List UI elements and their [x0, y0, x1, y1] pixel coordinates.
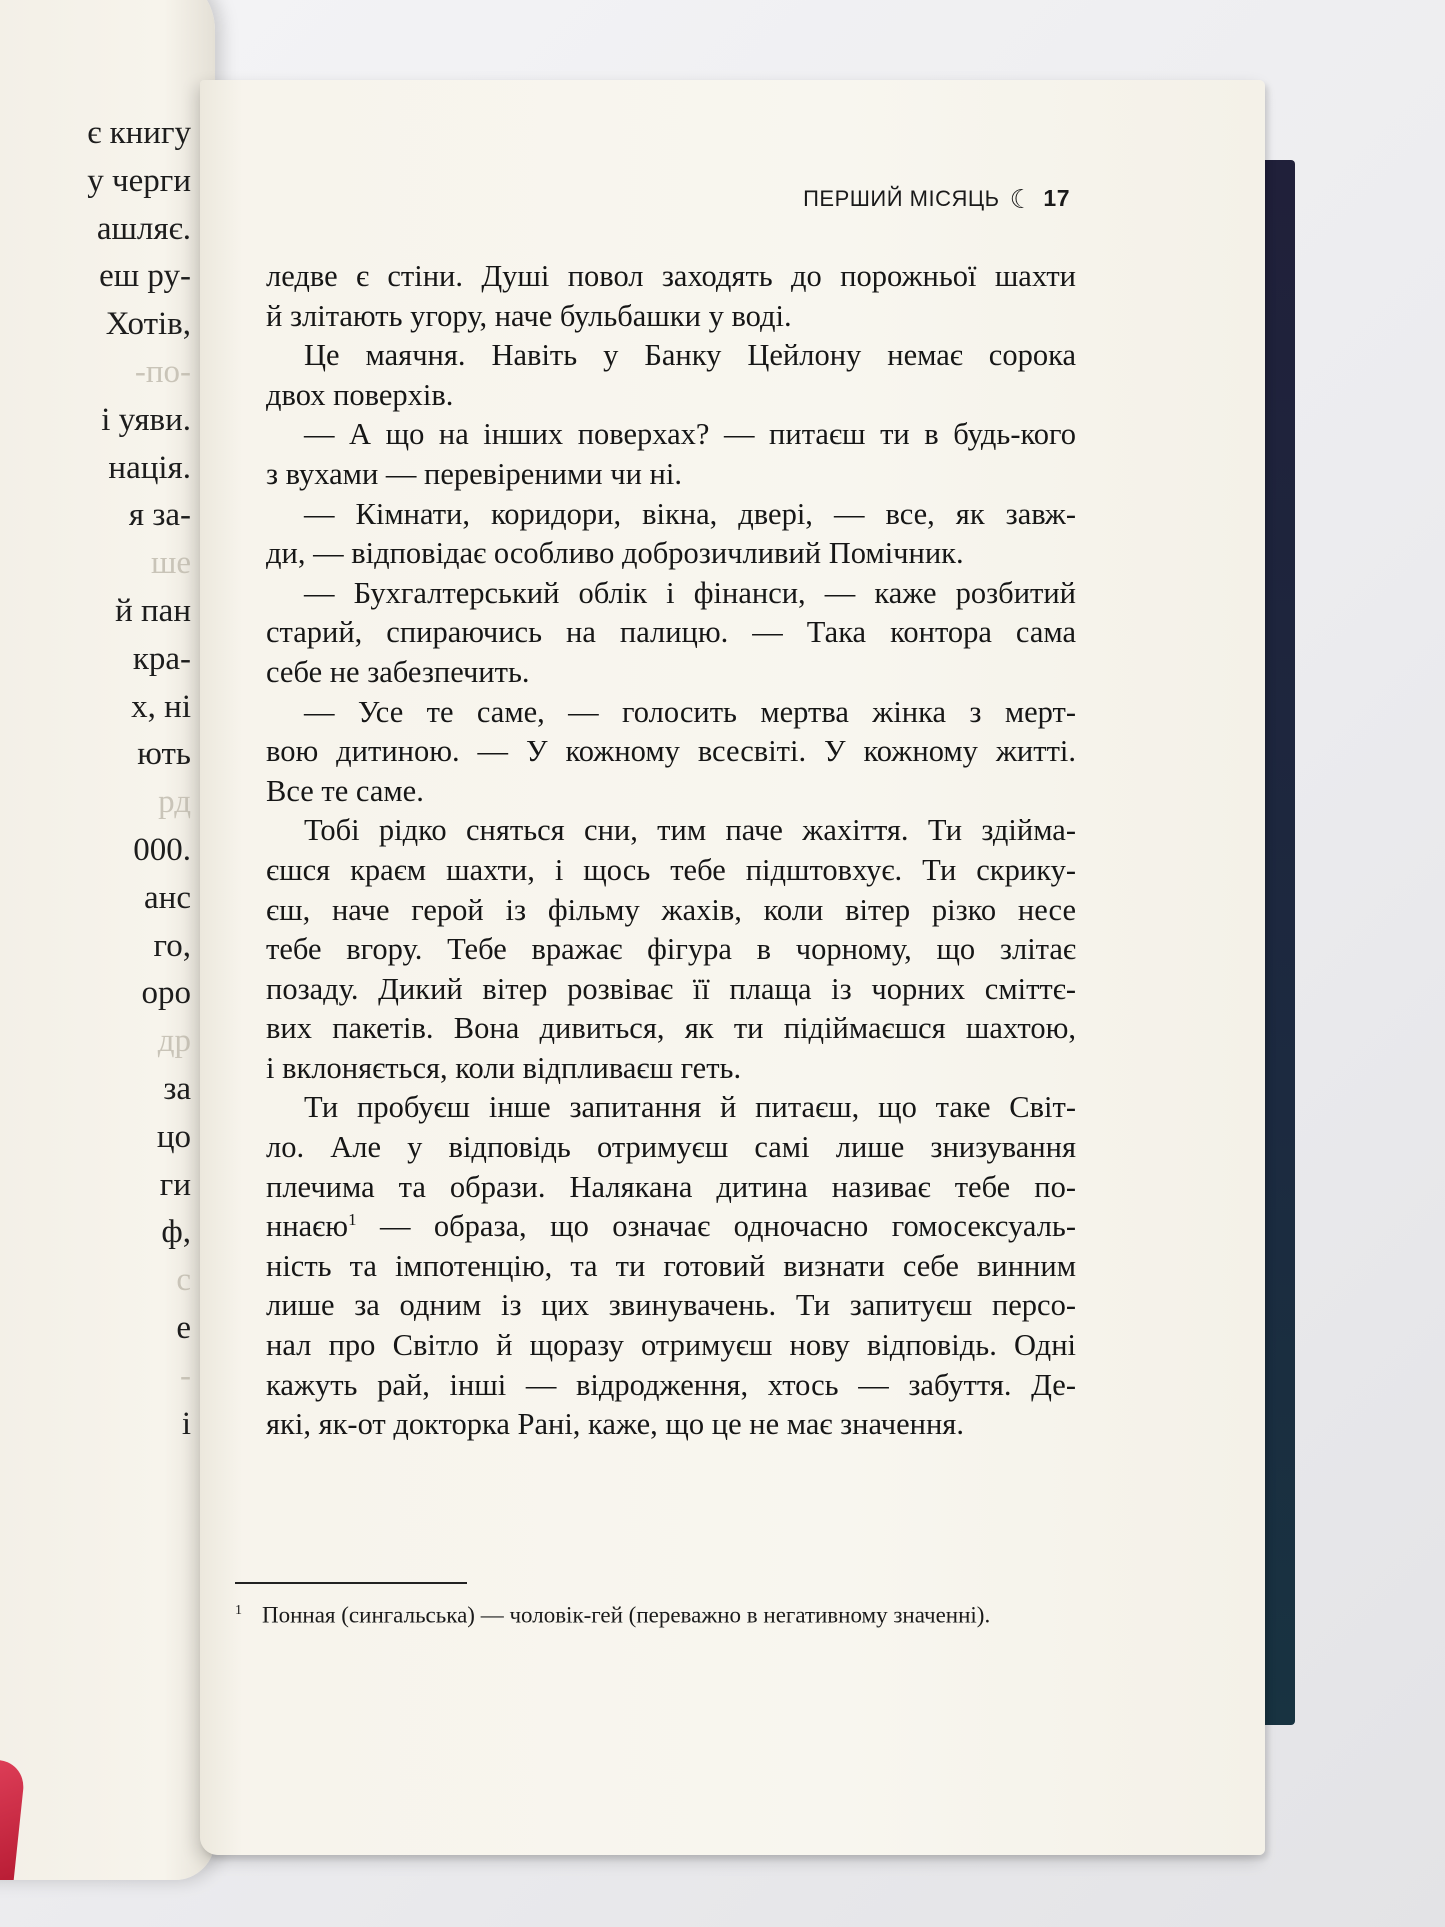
paragraph: [266, 336, 1076, 415]
text-line: ледве є стіни. Душі повол заходять до порожньої шахти: [266, 259, 1076, 293]
text-line: кажуть рай, інші — відродження, хтось — забуття. Де-: [266, 1367, 1076, 1402]
footnote-rule: [235, 1582, 467, 1584]
left-page-line: ше: [150, 545, 191, 582]
left-page-line: ашляє.: [96, 210, 191, 247]
left-page-line: нація.: [108, 449, 191, 486]
footnote: [235, 1596, 1110, 1631]
left-page-line: оро: [141, 975, 191, 1012]
footnote-reference: 1: [348, 1210, 357, 1230]
text-line: плечима та образи. Налякана дитина називає тебе по-: [266, 1169, 1076, 1204]
text-line: нал про Світло й щоразу отримуєш нову відповідь. Одні: [266, 1328, 1076, 1363]
left-page-text: [87, 110, 191, 1448]
text-line: лише за одним із цих звинувачень. Ти запитуєш персо-: [266, 1288, 1076, 1323]
left-page-line: е: [176, 1309, 191, 1346]
text-line: тебе вгору. Тебе вражає фігура в чорному, що злітає: [266, 932, 1076, 967]
right-page: [200, 80, 1265, 1855]
text-line: і вклоняється, коли відпливаєш геть.: [266, 1050, 742, 1085]
left-page-line: і уяви.: [101, 401, 191, 438]
left-page-line: й пан: [115, 592, 191, 629]
paragraph: [266, 415, 1076, 494]
text-line: двох поверхів.: [266, 377, 454, 412]
bookmark-ribbon: [0, 1760, 26, 1880]
left-page-line: 000.: [133, 831, 191, 868]
left-page-line: с: [176, 1262, 191, 1299]
left-page-line: за: [163, 1070, 191, 1107]
body-text: [266, 257, 1076, 1445]
left-page-line: еш ру-: [99, 258, 191, 295]
running-header: [803, 185, 1070, 212]
left-page-line: Хотів,: [105, 306, 191, 343]
paragraph: [266, 495, 1076, 574]
left-page-line: анс: [144, 879, 191, 916]
left-page-line: го,: [153, 927, 191, 964]
text-line: вих пакетів. Вона дивиться, як ти підіймаєшся шахтою,: [266, 1011, 1076, 1046]
left-page-line: у черги: [87, 162, 191, 199]
text-line: старий, спираючись на палицю. — Така контора сама: [266, 615, 1076, 650]
text-line: єш, наче герой із фільму жахів, коли вітер різко несе: [266, 892, 1076, 927]
left-page-line: ги: [159, 1166, 191, 1203]
left-page-line: -по-: [134, 353, 191, 390]
left-page-line: ють: [137, 736, 191, 773]
page-number: 17: [1043, 185, 1070, 211]
left-page-line: ф,: [161, 1214, 191, 1251]
text-line: з вухами — перевіреними чи ні.: [266, 456, 682, 491]
text-line: ність та імпотенцію, та ти готовий визнати себе винним: [266, 1248, 1076, 1283]
left-page-line: і: [181, 1405, 191, 1442]
text-line: які, як-от докторка Рані, каже, що це не має значення.: [266, 1407, 964, 1442]
paragraph: [266, 1088, 1076, 1444]
text-line: ннаєю$^1$ — образа, що означає одночасно гомосексуаль-: [266, 1209, 1076, 1244]
text-line: Все те саме.: [266, 773, 424, 808]
left-page-line: др: [157, 1023, 191, 1060]
paragraph: [266, 693, 1076, 812]
paragraph: [266, 257, 1076, 336]
left-page-line: х, ні: [131, 688, 191, 725]
text-line: — Усе те саме, — голосить мертва жінка з мерт-: [304, 694, 1076, 729]
left-page: [0, 0, 215, 1880]
left-page-line: -: [180, 1357, 191, 1394]
left-page-line: кра-: [132, 640, 191, 677]
section-title: ПЕРШИЙ МІСЯЦЬ: [803, 185, 1000, 211]
footnote-marker: 1: [235, 1603, 242, 1618]
text-line: себе не забезпечить.: [266, 654, 530, 689]
text-line: — А що на інших поверхах? — питаєш ти в будь-кого: [304, 417, 1076, 452]
text-line: Ти пробуєш інше запитання й питаєш, що таке Світ-: [304, 1090, 1076, 1125]
paragraph: [266, 811, 1076, 1088]
text-line: й злітають угору, наче бульбашки у воді.: [266, 298, 792, 333]
left-page-line: є книгу: [87, 115, 191, 151]
text-line: ди, — відповідає особливо доброзичливий Помічник.: [266, 536, 964, 571]
text-line: Тобі рідко сняться сни, тим паче жахіття. Ти здійма-: [304, 813, 1076, 848]
left-page-line: я за-: [128, 497, 191, 534]
left-page-line: рд: [158, 784, 191, 821]
text-line: позаду. Дикий вітер розвіває її плаща із чорних сміттє-: [266, 971, 1076, 1006]
left-page-line: цо: [156, 1118, 191, 1155]
text-line: — Бухгалтерський облік і фінанси, — каже розбитий: [304, 575, 1076, 610]
text-line: Це маячня. Навіть у Банку Цейлону немає сорока: [304, 338, 1076, 373]
text-line: вою дитиною. — У кожному всесвіті. У кожному житті.: [266, 734, 1076, 769]
footnote-text: Понная (сингальська) — чоловік-гей (переважно в негативному значенні).: [262, 1602, 991, 1628]
paragraph: [266, 574, 1076, 693]
text-line: — Кімнати, коридори, вікна, двері, — все, як завж-: [304, 496, 1076, 531]
text-line: єшся краєм шахти, і щось тебе підштовхує. Ти скрику-: [266, 852, 1076, 887]
crescent-moon-icon: ☾: [1009, 183, 1034, 214]
text-line: ло. Але у відповідь отримуєш самі лише знизування: [266, 1130, 1076, 1165]
